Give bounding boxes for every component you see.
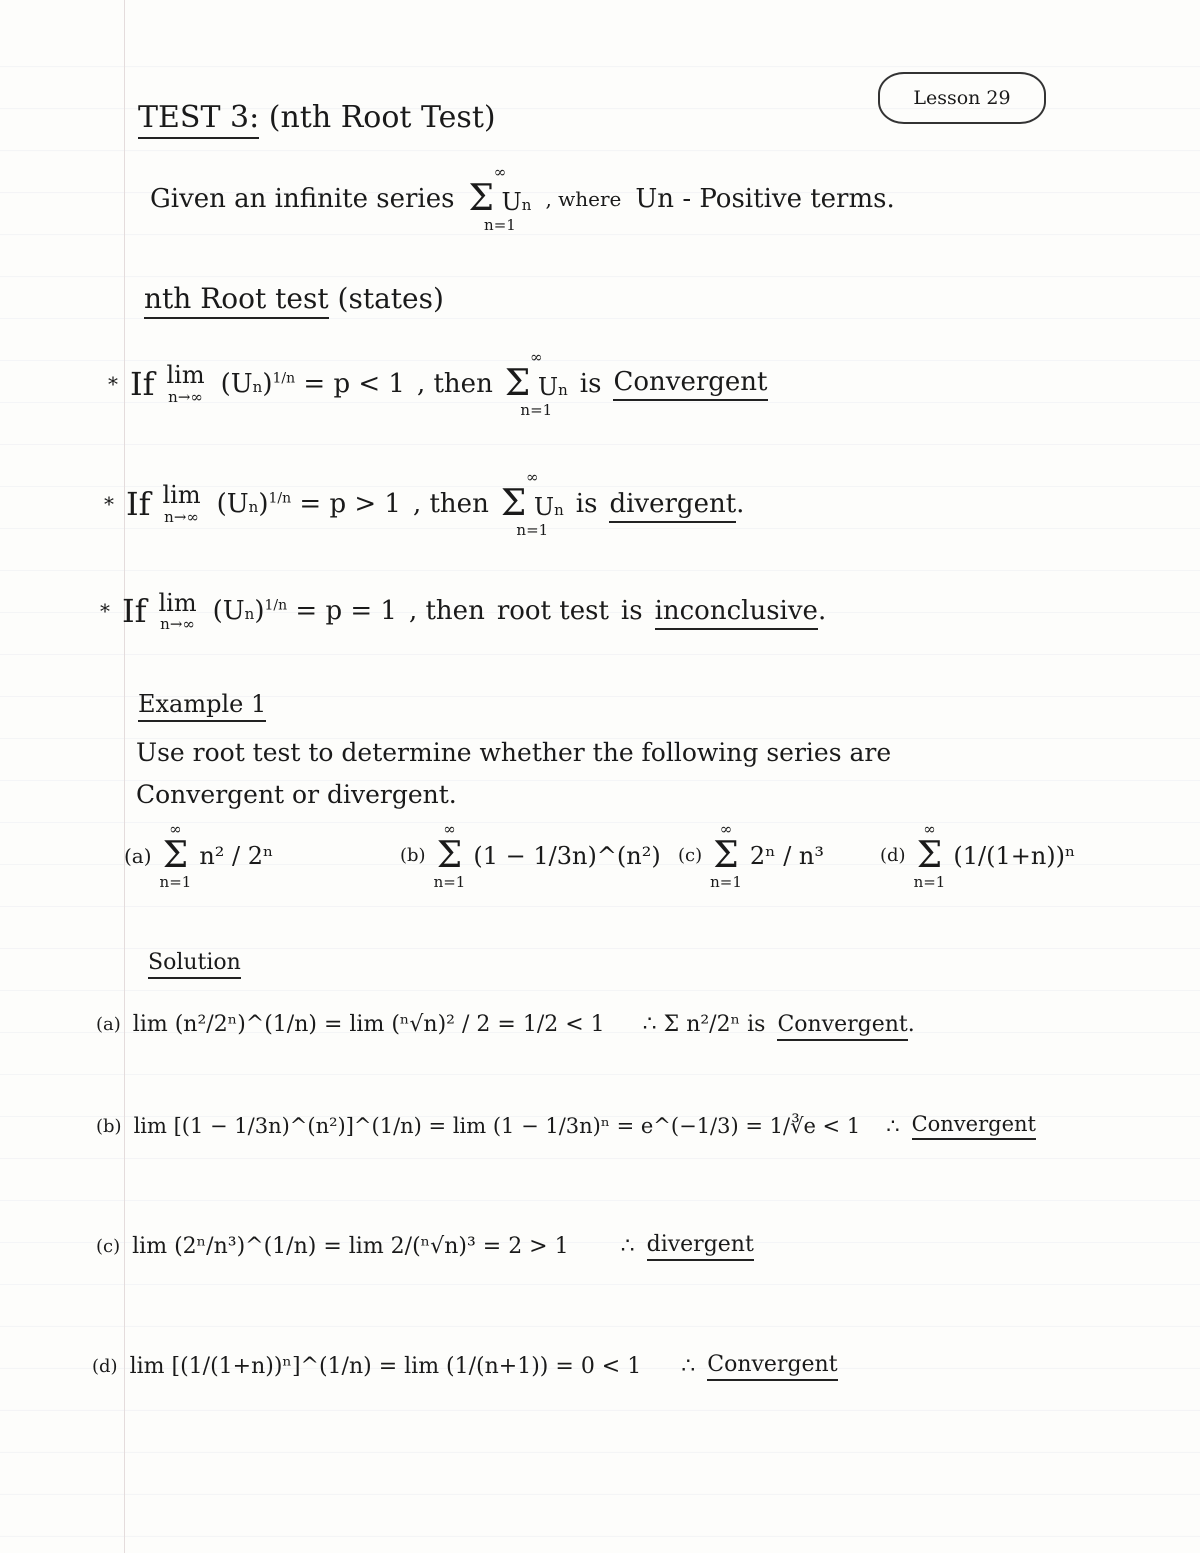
rule-condition: $(Un)^{1/n} = p > 1$ xyxy=(216,488,401,519)
states-heading-rest: (states) xyxy=(337,282,444,315)
sum-lower: n=1 xyxy=(913,872,946,891)
lim-word: lim xyxy=(158,589,197,617)
example-heading-text: Example 1 xyxy=(138,690,266,722)
sum-symbol: Σ xyxy=(504,363,531,404)
problem-term: n² / 2ⁿ xyxy=(199,841,274,870)
rule-then: , then xyxy=(416,368,493,399)
sum-sign: Σ Un xyxy=(504,363,568,404)
page-title xyxy=(138,100,496,135)
problem-sum xyxy=(710,822,742,890)
solution-a xyxy=(96,1012,915,1037)
solution-d xyxy=(92,1352,838,1381)
rule-if: If xyxy=(122,592,147,631)
rule-series: root test xyxy=(496,596,609,627)
sum-lower: n=1 xyxy=(516,520,549,539)
title-label: TEST 3: xyxy=(138,100,259,139)
lim-sub: n→∞ xyxy=(164,507,199,526)
sum-upper: ∞ xyxy=(443,820,456,838)
lesson-badge xyxy=(878,72,1046,124)
rule-bullet: * xyxy=(100,599,110,624)
solution-label: (d) xyxy=(92,1356,118,1377)
example-line-1: Use root test to determine whether the following series are xyxy=(136,738,892,767)
rule-result: inconclusive xyxy=(655,596,818,630)
sum-upper: ∞ xyxy=(719,820,733,838)
solution-label: (c) xyxy=(96,1236,121,1257)
example-line-2: Convergent or divergent. xyxy=(136,780,457,809)
states-heading xyxy=(144,282,444,315)
problem-term: (1/(1+n))ⁿ xyxy=(953,841,1076,870)
lesson-badge-text: Lesson 29 xyxy=(913,87,1011,109)
lim-word: lim xyxy=(162,481,201,510)
sum-sign: Σ Un xyxy=(500,483,564,524)
rule-limit xyxy=(162,482,200,525)
solution-conclusion-prefix: ∴ Σ n²/2ⁿ is xyxy=(642,1012,766,1037)
sum-upper: ∞ xyxy=(169,820,182,838)
sum-symbol: Σ xyxy=(916,835,943,876)
sum-symbol: Σ xyxy=(468,178,494,219)
rule-result: Convergent xyxy=(613,367,767,401)
solution-tail: . xyxy=(907,1012,915,1037)
title-name: (nth Root Test) xyxy=(268,100,496,135)
sum-symbol: Σ xyxy=(162,835,189,876)
problem-c xyxy=(678,822,824,890)
solution-work: lim (2ⁿ/n³)^(1/n) = lim 2/(ⁿ√n)³ = 2 > 1 xyxy=(132,1234,569,1259)
solution-b xyxy=(96,1112,1036,1140)
sum-upper: ∞ xyxy=(923,820,936,838)
solution-conclusion: divergent xyxy=(647,1232,754,1261)
sum-symbol: Σ xyxy=(713,835,739,876)
rule-tail: . xyxy=(736,488,745,519)
margin-line xyxy=(124,0,125,1553)
problem-a xyxy=(124,822,273,890)
rule-tail: . xyxy=(817,596,827,627)
rule-condition: $(Un)^{1/n} = p = 1$ xyxy=(212,596,397,627)
rule-sum xyxy=(501,470,564,538)
sum-lower: n=1 xyxy=(710,872,742,891)
problem-b xyxy=(400,822,661,890)
sum-symbol: Σ xyxy=(500,483,527,524)
sum-lower: n=1 xyxy=(159,872,192,891)
sum-lower: n=1 xyxy=(433,872,466,891)
solution-heading xyxy=(148,950,241,975)
problem-d xyxy=(880,822,1075,890)
given-sum xyxy=(468,165,531,233)
rule-then: , then xyxy=(408,596,485,627)
solution-heading-text: Solution xyxy=(148,950,241,979)
problem-label: (c) xyxy=(678,845,703,867)
solution-c xyxy=(96,1232,754,1261)
rule-convergent xyxy=(108,350,768,418)
given-where: , where xyxy=(545,186,622,211)
solution-conclusion: Convergent xyxy=(707,1352,837,1381)
problem-sum xyxy=(434,822,466,890)
solution-conclusion: Convergent xyxy=(912,1112,1036,1140)
problem-label: (a) xyxy=(124,843,152,868)
example-heading xyxy=(138,690,266,718)
rule-limit xyxy=(158,590,196,633)
rule-result: divergent xyxy=(609,489,736,523)
solution-conclusion-prefix: ∴ xyxy=(620,1234,635,1259)
sum-sign: Σ Un xyxy=(468,178,532,219)
problem-term: 2ⁿ / n³ xyxy=(749,841,824,870)
given-text: Given an infinite series xyxy=(150,183,455,214)
rule-if: If xyxy=(126,484,151,523)
rule-limit xyxy=(166,362,204,405)
sum-upper: ∞ xyxy=(526,468,539,486)
states-heading-underlined: nth Root test xyxy=(144,282,329,319)
sum-symbol: Σ xyxy=(436,835,463,876)
solution-label: (a) xyxy=(96,1014,121,1035)
solution-work: lim [(1 − 1/3n)^(n²)]^(1/n) = lim (1 − 1/3n)ⁿ = e^(−1/3) = 1/∛e < 1 xyxy=(133,1114,861,1138)
sum-upper: ∞ xyxy=(493,163,507,181)
lim-sub: n→∞ xyxy=(168,387,203,406)
rule-inconclusive xyxy=(100,590,826,633)
rule-is: is xyxy=(620,596,643,627)
solution-work: lim (n²/2ⁿ)^(1/n) = lim (ⁿ√n)² / 2 = 1/2 < 1 xyxy=(132,1012,605,1037)
sum-lower: n=1 xyxy=(484,215,516,234)
problem-label: (d) xyxy=(880,845,906,867)
given-un-desc: Un - Positive terms. xyxy=(635,183,895,214)
sum-upper: ∞ xyxy=(530,348,543,366)
rule-then: , then xyxy=(412,488,489,519)
solution-conclusion: Convergent xyxy=(777,1012,907,1041)
rule-condition: $(Un)^{1/n} = p < 1$ xyxy=(220,368,405,399)
problem-term: (1 − 1/3n)^(n²) xyxy=(473,841,661,870)
rule-bullet: * xyxy=(104,491,114,516)
rule-divergent xyxy=(104,470,744,538)
problem-label: (b) xyxy=(400,845,426,867)
rule-is: is xyxy=(575,488,598,519)
rule-is: is xyxy=(579,368,602,399)
lim-sub: n→∞ xyxy=(160,615,195,634)
problem-sum xyxy=(160,822,192,890)
lim-word: lim xyxy=(166,361,205,390)
solution-label: (b) xyxy=(96,1115,122,1137)
solution-conclusion-prefix: ∴ xyxy=(886,1114,900,1138)
rule-bullet: * xyxy=(108,371,118,396)
problem-sum xyxy=(914,822,946,890)
solution-conclusion-prefix: ∴ xyxy=(681,1354,696,1379)
rule-sum xyxy=(505,350,568,418)
given-line xyxy=(150,165,895,233)
sum-lower: n=1 xyxy=(520,400,553,419)
solution-work: lim [(1/(1+n))ⁿ]^(1/n) = lim (1/(n+1)) = 0 < 1 xyxy=(129,1354,642,1379)
rule-if: If xyxy=(130,364,155,403)
